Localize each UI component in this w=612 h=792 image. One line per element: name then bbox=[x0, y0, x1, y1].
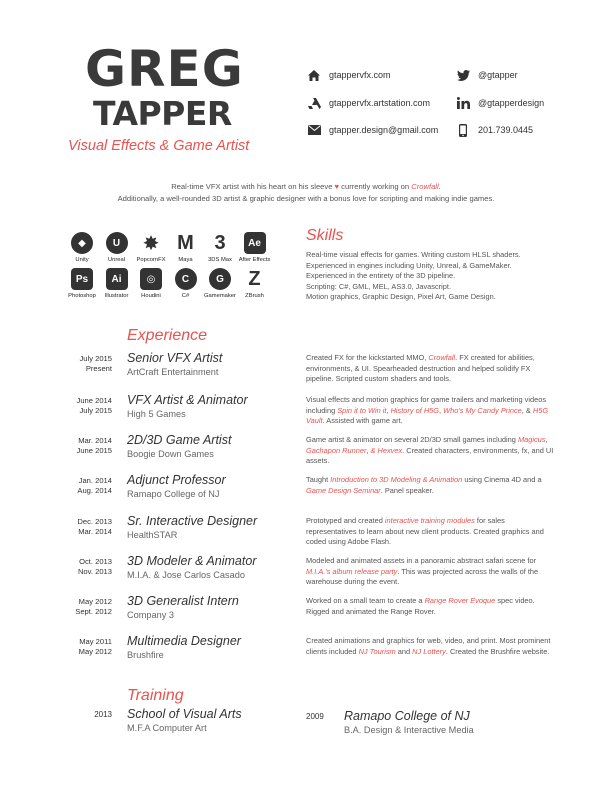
job-title: 2D/3D Game Artist bbox=[127, 433, 232, 447]
job-company: ArtCraft Entertainment bbox=[127, 367, 219, 377]
job-dates bbox=[37, 637, 112, 657]
popcornfx-logo-icon: ✸ bbox=[142, 232, 160, 255]
job-title: Adjunct Professor bbox=[127, 473, 226, 487]
intro-line-2: Additionally, a well-rounded 3D artist & graphic designer with a bonus love for scripting and making indie games. bbox=[117, 194, 495, 203]
skill-line: Real-time visual effects for games. Writing custom HLSL shaders. bbox=[306, 250, 521, 259]
skills-list bbox=[306, 250, 566, 303]
maya-logo-icon: M bbox=[177, 231, 194, 254]
software-label: 3DS Max bbox=[208, 257, 232, 263]
software-label: ZBrush bbox=[245, 293, 264, 299]
job-start-date: May 2012 bbox=[78, 597, 112, 606]
job-dates bbox=[37, 557, 112, 577]
artstation-icon bbox=[306, 96, 322, 110]
highlight-link[interactable]: & Hexvex bbox=[370, 445, 403, 455]
job-end-date: May 2012 bbox=[78, 647, 112, 656]
job-title: Visual Effects & Game Artist bbox=[68, 138, 250, 154]
job-dates bbox=[37, 436, 112, 456]
highlight-link[interactable]: M.I.A.'s album release party bbox=[306, 566, 398, 576]
job-end-date: Sept. 2012 bbox=[75, 607, 112, 616]
highlight-link[interactable]: NJ Tourism bbox=[358, 646, 396, 656]
job-description: Prototyped and created interactive training modules for sales representatives to learn about new client products. Created graphics and coded using Adobe Flash. bbox=[306, 516, 544, 546]
highlight-link[interactable]: interactive training modules bbox=[384, 516, 475, 525]
contact-item[interactable] bbox=[455, 68, 518, 82]
3dsmax-logo-icon: 3 bbox=[214, 231, 226, 254]
contact-text[interactable]: gtappervfx.artstation.com bbox=[329, 98, 431, 108]
job-title: Senior VFX Artist bbox=[127, 351, 223, 365]
zbrush-logo-icon: Z bbox=[248, 267, 261, 290]
job-start-date: Dec. 2013 bbox=[77, 517, 112, 526]
unreal-logo-icon: U bbox=[106, 232, 128, 254]
software-label: Illustrator bbox=[104, 293, 129, 299]
after-effects-logo-icon: Ae bbox=[244, 232, 266, 254]
skill-line: Experienced in engines including Unity, Unreal, & GameMaker. bbox=[306, 260, 512, 270]
csharp-logo-icon: C bbox=[175, 268, 197, 290]
skill-line: Experienced in the entirety of the 3D pipeline. bbox=[306, 271, 456, 280]
job-description: Worked on a small team to create a Range Rover Evoque spec video. Rigged and animated the Range Rover. bbox=[306, 596, 535, 616]
school-name: Ramapo College of NJ bbox=[344, 709, 470, 723]
experience-heading: Experience bbox=[127, 327, 208, 344]
job-start-date: Oct. 2013 bbox=[79, 557, 112, 566]
school-year: 2009 bbox=[306, 712, 324, 721]
job-title: Sr. Interactive Designer bbox=[127, 514, 258, 528]
software-label: Houdini bbox=[141, 293, 161, 299]
houdini-logo-icon: ◎ bbox=[140, 268, 162, 290]
crowfall-link[interactable]: Crowfall bbox=[411, 182, 439, 191]
software-label: Unreal bbox=[107, 257, 126, 263]
job-company: Brushfire bbox=[127, 650, 164, 660]
job-dates bbox=[37, 354, 112, 374]
job-end-date: Present bbox=[85, 364, 112, 373]
unity-logo-icon: ◆ bbox=[71, 232, 93, 254]
contact-item[interactable] bbox=[306, 68, 391, 82]
contact-item[interactable] bbox=[306, 123, 438, 137]
job-dates bbox=[37, 517, 112, 537]
job-description: Created animations and graphics for web, video, and print. Most prominent clients included NJ Tourism and NJ Lottery. Created the Brushfire website. bbox=[306, 636, 551, 656]
job-title: 3D Generalist Intern bbox=[127, 594, 239, 608]
intro-text: currently working on bbox=[339, 182, 412, 191]
job-company: Boogie Down Games bbox=[127, 449, 214, 459]
highlight-link[interactable]: Crowfall bbox=[428, 353, 456, 362]
contact-text[interactable]: @gtapperdesign bbox=[478, 98, 545, 108]
phone-icon bbox=[455, 123, 471, 137]
job-description: Modeled and animated assets in a panoramic abstract safari scene for M.I.A.'s album release party. This was projected across the walls of the warehouse during the event. bbox=[306, 556, 539, 586]
highlight-link[interactable]: Introduction to 3D Modeling & Animation bbox=[330, 475, 463, 484]
software-label: PopcornFX bbox=[136, 257, 166, 263]
job-start-date: Jan. 2014 bbox=[78, 476, 112, 485]
school-year: 2013 bbox=[94, 710, 112, 719]
job-end-date: July 2015 bbox=[79, 406, 112, 415]
software-label: Unity bbox=[75, 257, 89, 263]
school-name: School of Visual Arts bbox=[127, 707, 242, 721]
job-title: 3D Modeler & Animator bbox=[127, 554, 257, 568]
intro-line-1: Real-time VFX artist with his heart on his sleeve ♥ currently working on Crowfall. bbox=[171, 182, 441, 191]
home-icon bbox=[306, 68, 322, 82]
job-start-date: May 2011 bbox=[79, 637, 112, 646]
job-company: High 5 Games bbox=[127, 409, 186, 419]
school-degree: M.F.A Computer Art bbox=[127, 723, 207, 733]
job-end-date: June 2015 bbox=[76, 446, 112, 455]
contact-text[interactable]: 201.739.0445 bbox=[478, 125, 534, 135]
first-name: GREG bbox=[85, 40, 244, 98]
job-description: Game artist & animator on several 2D/3D small games including Magicus, Gachapon Runner, & Hexvex. Created characters, environments, fx, and UI assets. bbox=[306, 435, 554, 465]
school-degree: B.A. Design & Interactive Media bbox=[344, 725, 474, 735]
job-company: M.I.A. & Jose Carlos Casado bbox=[127, 570, 245, 580]
software-label: Maya bbox=[178, 257, 193, 263]
job-company: Company 3 bbox=[127, 610, 174, 620]
job-description: Visual effects and motion graphics for game trailers and marketing videos including Spin it to Win it, History of H5G, Who's My Candy Prince, & H5G Vault. Assisted with game art. bbox=[306, 395, 549, 425]
contact-text[interactable]: gtapper.design@gmail.com bbox=[329, 125, 439, 135]
highlight-link[interactable]: NJ Lottery bbox=[412, 646, 446, 656]
highlight-link[interactable]: Who's My Candy Prince bbox=[443, 405, 522, 415]
software-label: Photoshop bbox=[68, 293, 96, 299]
software-item bbox=[235, 268, 275, 299]
training-heading: Training bbox=[127, 687, 184, 704]
job-end-date: Nov. 2013 bbox=[77, 567, 112, 576]
highlight-link[interactable]: Range Rover Evoque bbox=[424, 596, 496, 605]
highlight-link[interactable]: Gachapon Runner bbox=[306, 445, 367, 455]
job-title: VFX Artist & Animator bbox=[127, 393, 248, 407]
contact-item[interactable] bbox=[306, 96, 430, 110]
software-label: C# bbox=[181, 293, 190, 299]
job-dates bbox=[37, 597, 112, 617]
software-label: After Effects bbox=[238, 257, 271, 263]
job-start-date: Mar. 2014 bbox=[78, 436, 112, 445]
contact-text[interactable]: gtappervfx.com bbox=[329, 70, 391, 80]
skill-line: Motion graphics, Graphic Design, Pixel Art, Game Design. bbox=[306, 292, 496, 301]
highlight-link[interactable]: History of H5G bbox=[390, 405, 440, 415]
job-dates bbox=[37, 476, 112, 496]
heart-icon: ♥ bbox=[334, 182, 340, 191]
software-label: Gamemaker bbox=[204, 293, 236, 299]
job-title: Multimedia Designer bbox=[127, 634, 241, 648]
highlight-link[interactable]: Spin it to Win it bbox=[337, 405, 387, 415]
contact-item[interactable] bbox=[455, 96, 544, 110]
job-start-date: July 2015 bbox=[79, 354, 112, 363]
job-start-date: June 2014 bbox=[76, 396, 112, 405]
intro-text: Real-time VFX artist with his heart on his sleeve bbox=[171, 182, 335, 191]
illustrator-logo-icon: Ai bbox=[106, 268, 128, 290]
software-item bbox=[235, 232, 275, 263]
highlight-link[interactable]: Magicus bbox=[517, 435, 546, 444]
highlight-link[interactable]: Game Design Seminar bbox=[306, 485, 381, 495]
skills-heading: Skills bbox=[306, 227, 344, 244]
job-description: Created FX for the kickstarted MMO, Crowfall. FX created for abilities, environments, & UI. Spearheaded destruction and helped solidify FX pipeline. Scripted custom shaders and tools. bbox=[306, 353, 535, 383]
job-end-date: Mar. 2014 bbox=[78, 527, 112, 536]
twitter-icon bbox=[455, 68, 471, 82]
job-company: Ramapo College of NJ bbox=[127, 489, 220, 499]
skill-line: Scripting: C#, GML, MEL, AS3.0, Javascript. bbox=[306, 281, 451, 291]
job-description: Taught Introduction to 3D Modeling & Animation using Cinema 4D and a Game Design Seminar. Panel speaker. bbox=[306, 475, 542, 495]
job-end-date: Aug. 2014 bbox=[77, 486, 112, 495]
gamemaker-logo-icon: G bbox=[209, 268, 231, 290]
job-company: HealthSTAR bbox=[127, 530, 178, 540]
last-name: TAPPER bbox=[93, 94, 232, 133]
contact-item[interactable] bbox=[455, 123, 533, 137]
mail-icon bbox=[306, 123, 322, 137]
linkedin-icon bbox=[455, 96, 471, 110]
photoshop-logo-icon: Ps bbox=[71, 268, 93, 290]
job-dates bbox=[37, 396, 112, 416]
highlight-link[interactable]: H5G Vault bbox=[306, 405, 549, 425]
contact-text[interactable]: @gtapper bbox=[478, 70, 518, 80]
